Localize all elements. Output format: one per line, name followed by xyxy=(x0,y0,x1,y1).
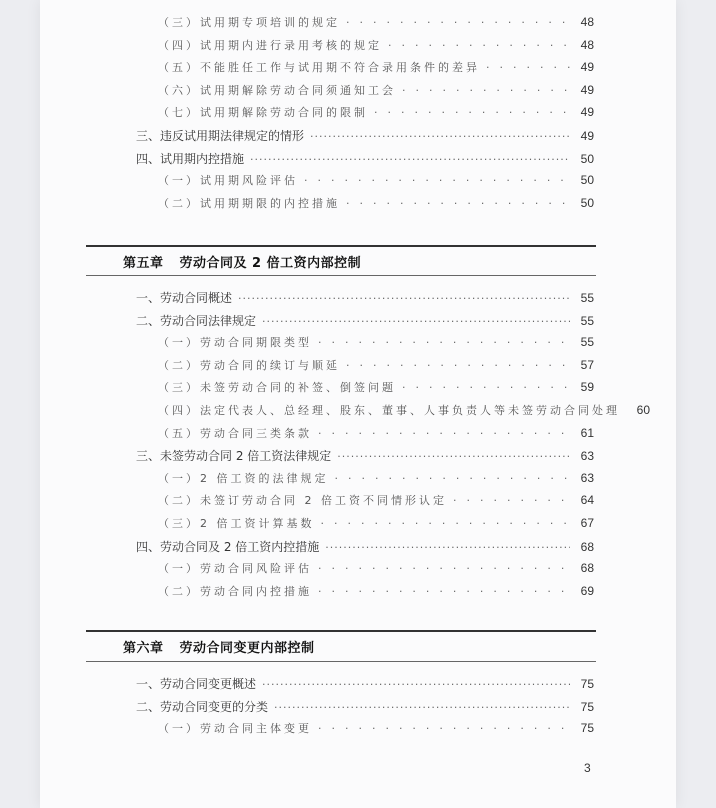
toc-leader-dots xyxy=(346,16,570,29)
chapter5-number: 第五章 xyxy=(123,256,164,271)
toc-entry[interactable] xyxy=(158,14,594,30)
toc-entry[interactable] xyxy=(136,447,594,463)
toc-leader-dots xyxy=(318,336,570,349)
toc-entry[interactable] xyxy=(158,492,594,508)
toc-entry-page: 68 xyxy=(580,561,594,576)
toc-leader-dots xyxy=(310,130,570,143)
toc-leader-dots xyxy=(250,153,570,166)
toc-entry-page: 49 xyxy=(580,82,594,97)
toc-entry-page: 55 xyxy=(580,335,594,350)
toc-leader-dots xyxy=(262,678,570,691)
toc-leader-dots xyxy=(337,450,570,463)
toc-leader-dots xyxy=(318,427,570,440)
toc-entry-page: 49 xyxy=(580,105,594,120)
toc-leader-dots xyxy=(346,197,570,210)
toc-leader-dots xyxy=(304,174,570,187)
toc-entry-title: （二）劳动合同的续订与顺延 xyxy=(158,358,340,372)
toc-entry[interactable] xyxy=(158,37,594,53)
toc-leader-dots xyxy=(274,701,570,714)
toc-leader-dots xyxy=(402,381,570,394)
toc-entry[interactable] xyxy=(158,82,594,98)
toc-entry-title: （五）劳动合同三类条款 xyxy=(158,426,312,440)
toc-leader-dots xyxy=(335,472,571,485)
toc-entry-title: （一）试用期风险评估 xyxy=(158,174,298,188)
toc-leader-dots xyxy=(238,292,570,305)
toc-entry-title: 一、劳动合同概述 xyxy=(136,291,233,305)
toc-entry-page: 49 xyxy=(580,60,594,75)
toc-entry[interactable] xyxy=(158,357,594,373)
toc-entry[interactable] xyxy=(136,698,594,714)
toc-entry-title: 二、劳动合同变更的分类 xyxy=(136,699,269,714)
toc-entry-title: （四）法定代表人、总经理、股东、董事、人事负责人等未签劳动合同处理 xyxy=(158,404,620,417)
toc-entry[interactable] xyxy=(136,127,594,143)
toc-entry-page: 60 xyxy=(636,403,650,417)
toc-entry-title: （七）试用期解除劳动合同的限制 xyxy=(158,106,368,120)
toc-leader-dots xyxy=(318,585,570,598)
toc-entry-title: 四、劳动合同及 2 倍工资内控措施 xyxy=(136,539,320,554)
toc-entry-page: 64 xyxy=(580,493,594,508)
toc-entry-title: 一、劳动合同变更概述 xyxy=(136,677,257,691)
toc-entry[interactable] xyxy=(158,515,594,531)
toc-entry-page: 48 xyxy=(580,15,594,29)
toc-entry[interactable] xyxy=(158,59,594,75)
chapter5-heading xyxy=(123,252,361,271)
toc-entry-title: （二）劳动合同内控措施 xyxy=(158,584,312,598)
toc-entry-title: （三）试用期专项培训的规定 xyxy=(158,16,340,29)
toc-entry[interactable] xyxy=(158,104,594,120)
toc-entry[interactable] xyxy=(158,334,594,350)
toc-entry-title: （一）2 倍工资的法律规定 xyxy=(158,471,329,485)
toc-entry[interactable] xyxy=(158,470,594,486)
toc-entry-page: 68 xyxy=(580,539,594,554)
toc-entry[interactable] xyxy=(136,150,594,166)
toc-entry[interactable] xyxy=(158,195,594,211)
toc-entry-page: 55 xyxy=(580,291,594,305)
toc-leader-dots xyxy=(321,517,571,530)
toc-entry-title: （一）劳动合同风险评估 xyxy=(158,562,312,576)
toc-entry-title: （三）未签劳动合同的补签、倒签问题 xyxy=(158,381,396,395)
toc-entry[interactable] xyxy=(136,538,594,554)
toc-entry[interactable] xyxy=(158,583,594,599)
toc-leader-dots xyxy=(318,722,570,735)
chapter5-title: 劳动合同及 2 倍工资内部控制 xyxy=(179,256,362,271)
toc-entry-title: （二）试用期期限的内控措施 xyxy=(158,196,340,210)
toc-entry-title: （三）2 倍工资计算基数 xyxy=(158,517,315,530)
toc-leader-dots xyxy=(318,562,570,575)
toc-entry-page: 48 xyxy=(580,37,594,52)
toc-entry[interactable] xyxy=(136,675,594,691)
chapter6-title: 劳动合同变更内部控制 xyxy=(179,641,315,656)
chapter6-heading xyxy=(123,637,315,656)
toc-entry-title: （四）试用期内进行录用考核的规定 xyxy=(158,38,382,52)
toc-leader-dots xyxy=(346,359,570,372)
toc-entry[interactable] xyxy=(158,402,650,418)
toc-entry-page: 63 xyxy=(580,449,594,464)
chapter6-number: 第六章 xyxy=(123,641,164,656)
toc-entry-page: 49 xyxy=(580,129,594,143)
chapter5-bottom-rule xyxy=(86,275,596,276)
toc-leader-dots xyxy=(262,315,570,328)
toc-entry-page: 75 xyxy=(580,677,594,691)
toc-entry-page: 55 xyxy=(580,313,594,328)
toc-entry-page: 50 xyxy=(580,195,594,210)
toc-leader-dots xyxy=(374,106,570,119)
toc-entry-title: 四、试用期内控措施 xyxy=(136,151,245,166)
toc-entry-title: （六）试用期解除劳动合同须通知工会 xyxy=(158,83,396,97)
toc-entry[interactable] xyxy=(158,560,594,576)
toc-entry[interactable] xyxy=(158,379,594,395)
toc-entry-page: 59 xyxy=(580,380,594,395)
toc-entry-title: （二）未签订劳动合同 2 倍工资不同情形认定 xyxy=(158,494,447,508)
toc-entry-title: 二、劳动合同法律规定 xyxy=(136,313,257,328)
chapter6-top-rule xyxy=(86,630,596,632)
toc-entry-page: 61 xyxy=(580,425,594,440)
toc-entry-title: （一）劳动合同期限类型 xyxy=(158,336,312,350)
toc-leader-dots xyxy=(453,494,570,507)
chapter5-top-rule xyxy=(86,245,596,247)
toc-entry-page: 50 xyxy=(580,151,594,166)
toc-entry[interactable] xyxy=(158,425,594,441)
toc-entry-title: （一）劳动合同主体变更 xyxy=(158,722,312,736)
toc-entry[interactable] xyxy=(158,172,594,188)
toc-leader-dots xyxy=(486,61,570,74)
toc-leader-dots xyxy=(388,39,570,52)
toc-leader-dots xyxy=(325,541,570,554)
toc-entry[interactable] xyxy=(158,720,594,736)
toc-leader-dots xyxy=(402,84,570,97)
chapter6-bottom-rule xyxy=(86,661,596,662)
toc-entry[interactable] xyxy=(136,312,594,328)
toc-entry-page: 75 xyxy=(580,721,594,736)
toc-entry-page: 50 xyxy=(580,173,594,188)
toc-entry-page: 69 xyxy=(580,583,594,598)
toc-entry-title: （五）不能胜任工作与试用期不符合录用条件的差异 xyxy=(158,61,480,75)
toc-entry-title: 三、未签劳动合同 2 倍工资法律规定 xyxy=(136,449,332,464)
toc-entry-page: 57 xyxy=(580,357,594,372)
toc-entry[interactable] xyxy=(136,289,594,305)
page-number: 3 xyxy=(584,761,591,775)
toc-entry-page: 63 xyxy=(580,470,594,485)
toc-entry-page: 67 xyxy=(580,516,594,530)
toc-entry-page: 75 xyxy=(580,699,594,714)
toc-entry-title: 三、违反试用期法律规定的情形 xyxy=(136,129,305,143)
